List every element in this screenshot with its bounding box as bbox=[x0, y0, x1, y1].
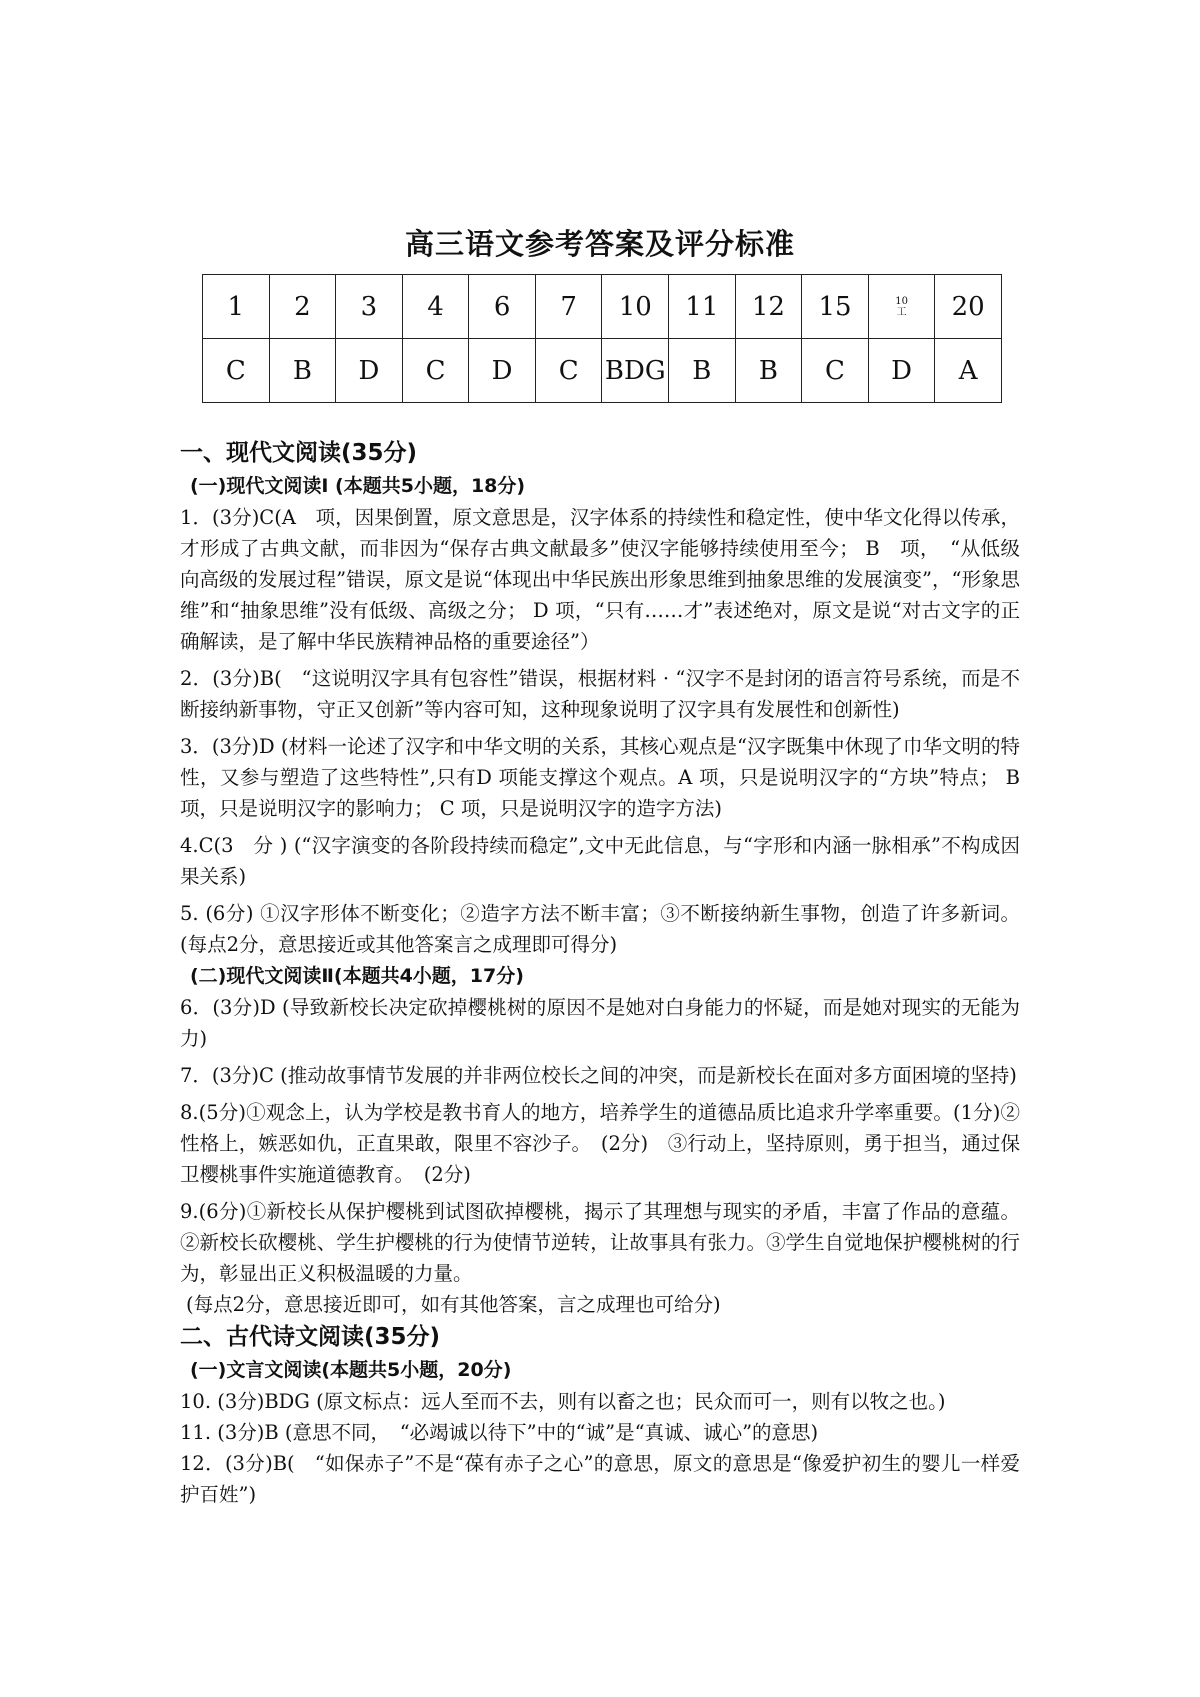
table-cell: B bbox=[735, 339, 802, 403]
table-cell: C bbox=[402, 339, 469, 403]
scoring-note: (每点2分，意思接近即可，如有其他答案，言之成理也可给分) bbox=[186, 1293, 721, 1316]
answer-paragraph: 11. (3分)B (意思不同， “必竭诚以待下”中的“诚”是“真诚、诚心”的意思) bbox=[180, 1421, 819, 1444]
table-cell: D bbox=[868, 339, 935, 403]
subsection-heading: (一)现代文阅读Ⅰ (本题共5小题，18分) bbox=[190, 475, 526, 497]
subsection-heading: (二)现代文阅读Ⅱ(本题共4小题，17分) bbox=[190, 965, 524, 987]
table-cell: BDG bbox=[602, 339, 669, 403]
table-cell: B bbox=[669, 339, 736, 403]
answer-row bbox=[203, 339, 1002, 403]
answer-paragraph: 10. (3分)BDG (原文标点：远人至而不去，则有以畜之也；民众而可一，则有以牧之也。) bbox=[180, 1390, 946, 1413]
table-cell: 10 工 bbox=[868, 275, 935, 339]
table-cell: C bbox=[203, 339, 270, 403]
answer-explanations bbox=[180, 436, 1020, 1510]
answer-paragraph: 6．(3分)D (导致新校长决定砍掉樱桃树的原因不是她对白身能力的怀疑，而是她对现实的无能为力) bbox=[180, 996, 1020, 1050]
table-cell: 11 bbox=[669, 275, 736, 339]
table-cell: 6 bbox=[469, 275, 536, 339]
table-cell: 12 bbox=[735, 275, 802, 339]
subsection-heading: (一)文言文阅读(本题共5小题，20分) bbox=[190, 1359, 512, 1381]
table-cell: B bbox=[269, 339, 336, 403]
answer-paragraph: 3．(3分)D (材料一论述了汉字和中华文明的关系，其核心观点是“汉字既集中休现了巾华文明的特性，又参与塑造了这些特性”,只有D 项能支撑这个观点。A 项，只是说明汉字的“方块”特点； B项，只是说明汉字的影响力； C 项，只是说明汉字的造字方法) bbox=[180, 735, 1020, 820]
answer-paragraph: 1．(3分)C(A 项，因果倒置，原文意思是，汉字体系的持续性和稳定性，使中华文化得以传承，才形成了古典文献，而非因为“保存古典文献最多”使汉字能够持续使用至今； B 项， “从低级向高级的发展过程”错误，原文是说“体现出中华民族出形象思维到抽象思维的发展演变”，“形象思维”和“抽象思维”没有低级、高级之分； D 项，“只有……才”表述绝对，原文是说“对古文字的正确解读，是了解中华民族精神品格的重要途径”） bbox=[180, 506, 1020, 653]
section-heading: 二、古代诗文阅读(35分) bbox=[180, 1324, 441, 1350]
answer-paragraph: 7．(3分)C (推动故事情节发展的并非两位校长之间的冲突，而是新校长在面对多方面困境的坚持) bbox=[180, 1064, 1017, 1087]
answer-paragraph: 5. (6分) ①汉字形体不断变化；②造字方法不断丰富；③不断接纳新生事物，创造了许多新词。(每点2分，意思接近或其他答案言之成理即可得分) bbox=[180, 902, 1020, 956]
table-cell: 2 bbox=[269, 275, 336, 339]
answer-paragraph: 4.C(3 分 ) (“汉字演变的各阶段持续而稳定”,文中无此信息，与“字形和内涵一脉相承”不构成因果关系) bbox=[180, 834, 1020, 888]
table-cell: 15 bbox=[802, 275, 869, 339]
table-cell: 4 bbox=[402, 275, 469, 339]
question-number-row bbox=[203, 275, 1002, 339]
page-title: 高三语文参考答案及评分标准 bbox=[404, 227, 795, 261]
answer-paragraph: 12．(3分)B( “如保赤子”不是“葆有赤子之心”的意思，原文的意思是“像爱护初生的婴儿一样爱护百姓”) bbox=[180, 1452, 1020, 1506]
table-cell: D bbox=[469, 339, 536, 403]
table-cell: 1 bbox=[203, 275, 270, 339]
answer-paragraph: 2．(3分)B( “这说明汉字具有包容性”错误，根据材料 · “汉字不是封闭的语言符号系统，而是不断接纳新事物，守正又创新”等内容可知，这种现象说明了汉字具有发展性和创新性) bbox=[180, 667, 1020, 721]
answer-paragraph: 9.(6分)①新校长从保护樱桃到试图砍掉樱桃，揭示了其理想与现实的矛盾，丰富了作品的意蕴。②新校长砍樱桃、学生护樱桃的行为使情节逆转，让故事具有张力。③学生自觉地保护樱桃树的行为，彰显出正义积极温暖的力量。 bbox=[180, 1200, 1020, 1285]
table-cell: 7 bbox=[535, 275, 602, 339]
table-cell: C bbox=[802, 339, 869, 403]
table-cell: A bbox=[935, 339, 1002, 403]
section-heading: 一、现代文阅读(35分) bbox=[180, 440, 418, 466]
answer-paragraph: 8.(5分)①观念上，认为学校是教书育人的地方，培养学生的道德品质比追求升学率重要。(1分)②性格上，嫉恶如仇，正直果敢，限里不容沙子。 (2分) ③行动上，坚持原则，勇于担当，通过保卫樱桃事件实施道德教育。 (2分) bbox=[180, 1101, 1020, 1186]
table-cell: 10 bbox=[602, 275, 669, 339]
table-cell: C bbox=[535, 339, 602, 403]
table-cell: D bbox=[336, 339, 403, 403]
table-cell: 20 bbox=[935, 275, 1002, 339]
table-cell: 3 bbox=[336, 275, 403, 339]
answer-table bbox=[202, 274, 1002, 403]
